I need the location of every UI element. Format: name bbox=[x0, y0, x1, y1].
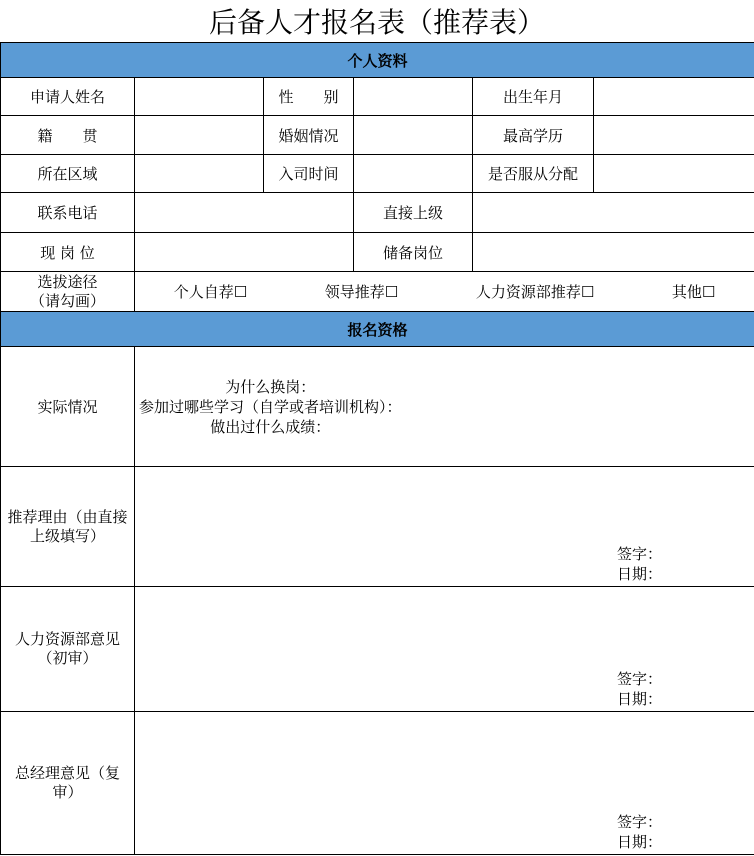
field-education[interactable] bbox=[594, 116, 754, 155]
label-selection-route-line2: （请勾画） bbox=[29, 291, 105, 310]
hr-sign-label: 签字： bbox=[617, 670, 663, 688]
recommend-date-label: 日期： bbox=[617, 565, 663, 583]
field-actual-situation[interactable] bbox=[135, 347, 754, 467]
form-title: 后备人才报名表（推荐表） bbox=[208, 6, 545, 39]
application-form bbox=[0, 42, 754, 855]
field-recommend-reason[interactable] bbox=[135, 467, 754, 587]
option-hr-recommend[interactable]: 人力资源部推荐☐ bbox=[475, 283, 595, 301]
label-recommend-reason: 推荐理由（由直接上级填写） bbox=[1, 467, 135, 587]
option-leader-recommend[interactable]: 领导推荐☐ bbox=[324, 283, 399, 301]
label-applicant-name: 申请人姓名 bbox=[1, 78, 135, 116]
field-current-position[interactable] bbox=[135, 233, 354, 272]
field-gender[interactable] bbox=[354, 78, 473, 116]
label-actual-situation: 实际情况 bbox=[1, 347, 135, 467]
selection-route-options bbox=[135, 272, 754, 312]
label-native-place: 籍 贯 bbox=[1, 116, 135, 155]
label-obey-assignment: 是否服从分配 bbox=[473, 155, 594, 193]
recommend-sign-block bbox=[617, 544, 662, 584]
field-hr-opinion[interactable] bbox=[135, 587, 754, 712]
recommend-sign-label: 签字： bbox=[617, 545, 663, 563]
field-join-date[interactable] bbox=[354, 155, 473, 193]
prompt-why-change: 为什么换岗： bbox=[225, 378, 316, 396]
field-marital-status[interactable] bbox=[354, 116, 473, 155]
hr-date-label: 日期： bbox=[617, 690, 663, 708]
label-marital-status: 婚姻情况 bbox=[264, 116, 354, 155]
gm-sign-label: 签字： bbox=[617, 813, 663, 831]
label-direct-superior: 直接上级 bbox=[354, 193, 473, 233]
field-birth[interactable] bbox=[594, 78, 754, 116]
label-gm-opinion: 总经理意见（复审） bbox=[1, 712, 135, 855]
label-selection-route-line1: 选拔途径 bbox=[37, 272, 98, 291]
field-phone[interactable] bbox=[135, 193, 354, 233]
field-reserve-position[interactable] bbox=[473, 233, 754, 272]
label-gender: 性 别 bbox=[264, 78, 354, 116]
gm-date-label: 日期： bbox=[617, 833, 663, 851]
field-native-place[interactable] bbox=[135, 116, 264, 155]
section-header-personal: 个人资料 bbox=[1, 43, 754, 78]
option-self-recommend[interactable]: 个人自荐☐ bbox=[173, 283, 248, 301]
label-join-date: 入司时间 bbox=[264, 155, 354, 193]
label-birth: 出生年月 bbox=[473, 78, 594, 116]
label-current-position: 现 岗 位 bbox=[1, 233, 135, 272]
label-selection-route bbox=[1, 272, 135, 312]
label-hr-opinion: 人力资源部意见（初审） bbox=[1, 587, 135, 712]
field-gm-opinion[interactable] bbox=[135, 712, 754, 855]
option-other[interactable]: 其他☐ bbox=[671, 283, 716, 301]
label-phone: 联系电话 bbox=[1, 193, 135, 233]
actual-situation-prompts bbox=[139, 377, 402, 437]
gm-sign-block bbox=[617, 812, 662, 852]
field-region[interactable] bbox=[135, 155, 264, 193]
section-header-qualification: 报名资格 bbox=[1, 312, 754, 347]
label-education: 最高学历 bbox=[473, 116, 594, 155]
field-direct-superior[interactable] bbox=[473, 193, 754, 233]
label-reserve-position: 储备岗位 bbox=[354, 233, 473, 272]
field-obey-assignment[interactable] bbox=[594, 155, 754, 193]
prompt-achievements: 做出过什么成绩： bbox=[210, 418, 331, 436]
hr-sign-block bbox=[617, 669, 662, 709]
field-applicant-name[interactable] bbox=[135, 78, 264, 116]
prompt-training: 参加过哪些学习（自学或者培训机构）： bbox=[139, 398, 402, 416]
label-region: 所在区域 bbox=[1, 155, 135, 193]
